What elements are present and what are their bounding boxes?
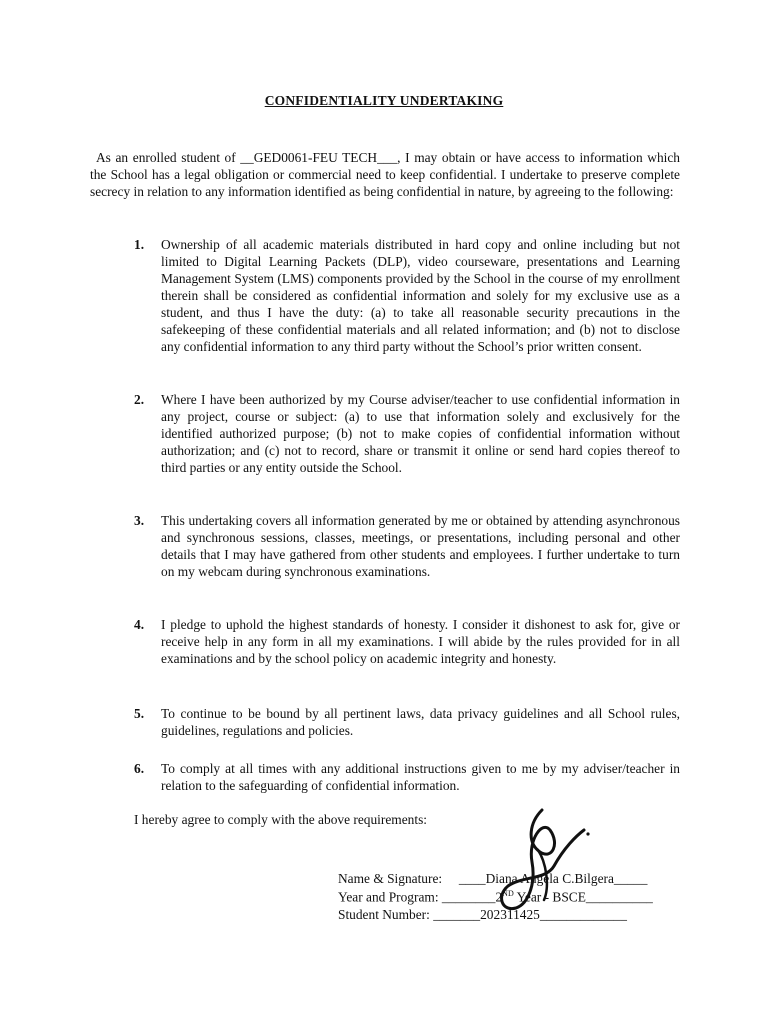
item-number: 1. — [134, 237, 145, 252]
list-item-2 — [134, 391, 680, 476]
item-number: 5. — [134, 706, 145, 721]
year-value-pre: ________2 — [441, 889, 503, 905]
item-text: This undertaking covers all information generated by me or obtained by attending asynchronous and synchronous sessions, classes, meetings, or presentations, including personal and other details that I may have gathered from other students and employees. I further undertake to turn on my webcam during synchronous examinations. — [161, 513, 680, 579]
year-superscript: ND — [502, 889, 514, 898]
course-fill: __GED0061-FEU TECH___ — [240, 150, 398, 165]
name-label: Name & Signature: — [338, 871, 443, 886]
item-number: 2. — [134, 392, 145, 407]
student-label: Student Number: — [338, 907, 430, 922]
intro-paragraph — [90, 149, 680, 200]
list-item-5 — [134, 705, 680, 739]
intro-body: , I may obtain or have access to information which the School has a legal obligation or commercial need to keep confidential. I undertake to preserve complete secrecy in relation to any information identified as being confidential in nature, by agreeing to the following: — [90, 150, 681, 199]
list-item-1 — [134, 236, 680, 355]
item-number: 4. — [134, 617, 145, 632]
item-text: Where I have been authorized by my Course adviser/teacher to use confidential information in any project, course or subject: (a) to use that information solely and exclusively for the identified authorized purpose; (b) not to make copies of confidential information without authorization; and (c) not to record, share or transmit it online or send hard copies thereof to third parties or any entity outside the School. — [161, 392, 680, 475]
intro-prefix: As an enrolled student of — [96, 150, 241, 165]
list-item-6 — [134, 760, 680, 794]
list-item-3 — [134, 512, 680, 580]
list-item-4 — [134, 616, 680, 667]
item-text: To continue to be bound by all pertinent laws, data privacy guidelines and all School rules, guidelines, regulations and policies. — [161, 706, 680, 738]
name-value: ____Diana Angela C.Bilgera_____ — [458, 871, 648, 886]
document-title: CONFIDENTIALITY UNDERTAKING — [264, 93, 504, 108]
handwritten-signature — [480, 800, 620, 930]
agreement-statement: I hereby agree to comply with the above requirements: — [134, 812, 427, 827]
student-value: _______202311425_____________ — [433, 907, 627, 922]
item-number: 6. — [134, 761, 145, 776]
item-number: 3. — [134, 513, 145, 528]
item-text: I pledge to uphold the highest standards of honesty. I consider it dishonest to ask for, give or receive help in any form in all my examinations. I will abide by the rules provided for in all examinations and by the school policy on academic integrity and honesty. — [161, 617, 680, 666]
year-label: Year and Program: — [338, 889, 439, 905]
item-text: To comply at all times with any additional instructions given to me by my adviser/teacher in relation to the safeguarding of confidential information. — [161, 761, 680, 793]
item-text: Ownership of all academic materials distributed in hard copy and online including but not limited to Digital Learning Packets (DLP), video courseware, presentations and Learning Management System (LMS) components provided by the School in the course of my enrollment therein shall be considered as confidential information and solely for my exclusive use as a student, and thus I have the duty: (a) to take all reasonable security precautions in the safekeeping of these confidential materials and all related information; and (b) not to disclose any confidential information to any third party without the School’s prior written consent. — [161, 237, 680, 354]
year-value-post: Year - BSCE__________ — [513, 889, 653, 905]
